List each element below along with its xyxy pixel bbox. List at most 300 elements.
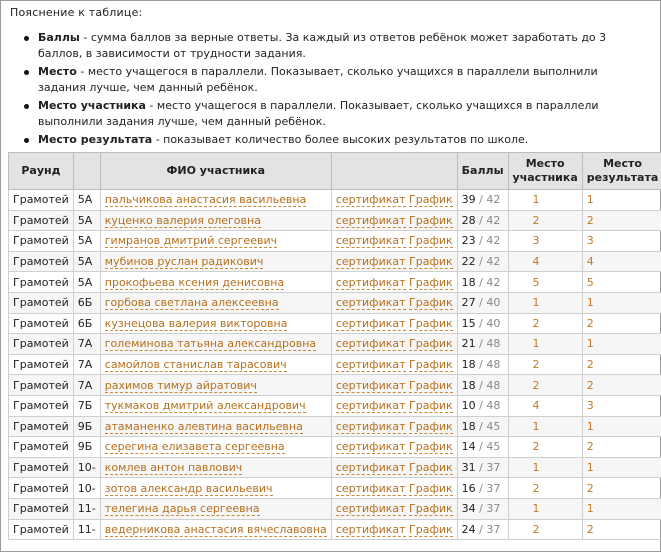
participant-name-link[interactable]: кузнецова валерия викторовна — [104, 316, 288, 330]
place-participant-value: 2 — [532, 481, 540, 495]
legend-text: - место учащегося в параллели. Показывает, сколько учащихся в параллели выполнили задания лучше, чем данный ребёнок. — [38, 99, 599, 128]
cell-class — [73, 231, 100, 252]
col-header-place-participant[interactable]: Место участника — [508, 153, 582, 190]
place-result-value: 1 — [586, 461, 594, 475]
certificate-link[interactable]: сертификат — [335, 358, 406, 372]
cell-place-participant — [508, 210, 582, 231]
cell-place-result — [582, 272, 661, 293]
score-max: / 40 — [479, 316, 501, 330]
score-max: / 48 — [479, 337, 501, 351]
class-text: 5А — [77, 193, 93, 207]
cell-place-result — [582, 478, 661, 499]
cell-place-participant — [508, 457, 582, 478]
score-value: 23 — [461, 234, 476, 248]
score-max: / 42 — [479, 193, 501, 207]
legend-text: - сумма баллов за верные ответы. За каждый из ответов ребёнок может заработать до 3 баллов, в зависимости от трудности задания. — [38, 31, 607, 60]
participant-name-link[interactable]: рахимов тимур айратович — [104, 378, 257, 392]
place-participant-value: 3 — [532, 234, 540, 248]
table-row — [9, 519, 661, 540]
round-text: Грамотей — [13, 213, 69, 227]
cell-score — [457, 292, 508, 313]
certificate-link[interactable]: сертификат — [335, 481, 406, 495]
cell-links — [331, 416, 457, 437]
legend-text: - место учащегося в параллели. Показывает, сколько учащихся в параллели выполнили задания лучше, чем данный ребёнок. — [38, 65, 598, 94]
cell-round — [9, 416, 74, 437]
col-header-name[interactable]: ФИО участника — [100, 153, 331, 190]
score-max: / 48 — [479, 378, 501, 392]
class-text: 6Б — [77, 316, 93, 330]
score-value: 16 — [461, 481, 476, 495]
cell-place-participant — [508, 375, 582, 396]
place-participant-value: 1 — [532, 193, 540, 207]
cell-round — [9, 498, 74, 519]
table-body — [9, 190, 661, 540]
graph-link[interactable]: График — [409, 440, 453, 454]
certificate-link[interactable]: сертификат — [335, 234, 406, 248]
cell-place-result — [582, 190, 661, 211]
cell-score — [457, 416, 508, 437]
score-max: / 40 — [479, 296, 501, 310]
cell-round — [9, 334, 74, 355]
cell-place-participant — [508, 313, 582, 334]
cell-place-participant — [508, 231, 582, 252]
cell-place-result — [582, 354, 661, 375]
cell-links — [331, 395, 457, 416]
cell-place-participant — [508, 519, 582, 540]
class-text: 5А — [77, 234, 93, 248]
cell-place-result — [582, 457, 661, 478]
score-max: / 37 — [479, 461, 501, 475]
class-text: 9Б — [77, 419, 93, 433]
cell-place-result — [582, 416, 661, 437]
score-max: / 42 — [479, 234, 501, 248]
cell-links — [331, 210, 457, 231]
cell-place-result — [582, 395, 661, 416]
score-value: 18 — [461, 358, 476, 372]
certificate-link[interactable]: сертификат — [335, 399, 406, 413]
place-result-value: 2 — [586, 213, 594, 227]
cell-class — [73, 498, 100, 519]
cell-score — [457, 437, 508, 458]
participant-name-link[interactable]: куценко валерия олеговна — [104, 213, 261, 227]
cell-score — [457, 210, 508, 231]
score-max: / 37 — [479, 481, 501, 495]
cell-name — [100, 190, 331, 211]
round-text: Грамотей — [13, 419, 69, 433]
graph-link[interactable]: График — [409, 419, 453, 433]
participant-name-link[interactable]: ведерникова анастасия вячеславовна — [104, 522, 327, 536]
participant-name-link[interactable]: гимранов дмитрий сергеевич — [104, 234, 278, 248]
score-value: 18 — [461, 378, 476, 392]
round-text: Грамотей — [13, 440, 69, 454]
participant-name-link[interactable]: атаманенко алевтина васильевна — [104, 419, 303, 433]
score-value: 21 — [461, 337, 476, 351]
cell-place-participant — [508, 292, 582, 313]
place-result-value: 1 — [586, 296, 594, 310]
score-max: / 45 — [479, 419, 501, 433]
cell-links — [331, 498, 457, 519]
cell-class — [73, 334, 100, 355]
col-header-links — [331, 153, 457, 190]
cell-score — [457, 334, 508, 355]
cell-place-result — [582, 292, 661, 313]
cell-class — [73, 519, 100, 540]
cell-class — [73, 395, 100, 416]
certificate-link[interactable]: сертификат — [335, 337, 406, 351]
place-result-value: 1 — [586, 502, 594, 516]
place-participant-value: 1 — [532, 419, 540, 433]
cell-score — [457, 272, 508, 293]
round-text: Грамотей — [13, 296, 69, 310]
participant-name-link[interactable]: комлев антон павлович — [104, 461, 243, 475]
class-text: 5А — [77, 275, 93, 289]
participant-name-link[interactable]: горбова светлана алексеевна — [104, 296, 279, 310]
cell-links — [331, 251, 457, 272]
round-text: Грамотей — [13, 255, 69, 269]
score-value: 34 — [461, 502, 476, 516]
participant-name-link[interactable]: зотов александр васильевич — [104, 481, 273, 495]
cell-name — [100, 478, 331, 499]
col-header-class — [73, 153, 100, 190]
cell-round — [9, 478, 74, 499]
cell-round — [9, 519, 74, 540]
cell-place-participant — [508, 354, 582, 375]
legend-term: Место — [38, 65, 77, 78]
class-text: 9Б — [77, 440, 93, 454]
place-result-value: 2 — [586, 358, 594, 372]
score-max: / 45 — [479, 440, 501, 454]
cell-name — [100, 354, 331, 375]
legend-item — [24, 64, 644, 96]
place-participant-value: 2 — [532, 358, 540, 372]
cell-place-result — [582, 313, 661, 334]
table-row — [9, 498, 661, 519]
cell-score — [457, 251, 508, 272]
cell-name — [100, 519, 331, 540]
table-row — [9, 478, 661, 499]
round-text: Грамотей — [13, 502, 69, 516]
certificate-link[interactable]: сертификат — [335, 316, 406, 330]
cell-place-result — [582, 437, 661, 458]
certificate-link[interactable]: сертификат — [335, 296, 406, 310]
score-value: 39 — [461, 193, 476, 207]
cell-links — [331, 457, 457, 478]
cell-round — [9, 231, 74, 252]
place-result-value: 4 — [586, 255, 594, 269]
cell-class — [73, 272, 100, 293]
cell-name — [100, 416, 331, 437]
cell-name — [100, 395, 331, 416]
table-row — [9, 354, 661, 375]
score-max: / 48 — [479, 399, 501, 413]
cell-name — [100, 272, 331, 293]
legend-item — [24, 132, 644, 148]
place-participant-value: 4 — [532, 255, 540, 269]
table-row — [9, 190, 661, 211]
class-text: 6Б — [77, 296, 93, 310]
score-value: 24 — [461, 522, 476, 536]
score-value: 31 — [461, 461, 476, 475]
graph-link[interactable]: График — [409, 213, 453, 227]
score-value: 18 — [461, 419, 476, 433]
cell-links — [331, 272, 457, 293]
place-result-value: 2 — [586, 378, 594, 392]
cell-name — [100, 457, 331, 478]
certificate-link[interactable]: сертификат — [335, 193, 406, 207]
class-text: 7А — [77, 358, 93, 372]
place-result-value: 2 — [586, 440, 594, 454]
table-header-row — [9, 153, 661, 190]
table-row — [9, 251, 661, 272]
table-row — [9, 334, 661, 355]
certificate-link[interactable]: сертификат — [335, 502, 406, 516]
place-result-value: 5 — [586, 275, 594, 289]
participant-name-link[interactable]: големинова татьяна александровна — [104, 337, 317, 351]
place-participant-value: 2 — [532, 316, 540, 330]
cell-class — [73, 313, 100, 334]
score-value: 15 — [461, 316, 476, 330]
table-row — [9, 272, 661, 293]
graph-link[interactable]: График — [409, 337, 453, 351]
place-participant-value: 2 — [532, 440, 540, 454]
certificate-link[interactable]: сертификат — [335, 461, 406, 475]
cell-place-result — [582, 210, 661, 231]
cell-round — [9, 375, 74, 396]
cell-round — [9, 272, 74, 293]
legend-heading: Пояснение к таблице: — [10, 6, 143, 19]
cell-name — [100, 375, 331, 396]
cell-round — [9, 437, 74, 458]
cell-score — [457, 313, 508, 334]
graph-link[interactable]: График — [409, 461, 453, 475]
cell-links — [331, 519, 457, 540]
cell-class — [73, 437, 100, 458]
participant-name-link[interactable]: мубинов руслан радикович — [104, 255, 264, 269]
participant-name-link[interactable]: телегина дарья сергеевна — [104, 502, 260, 516]
cell-name — [100, 231, 331, 252]
graph-link[interactable]: График — [409, 378, 453, 392]
cell-name — [100, 292, 331, 313]
cell-class — [73, 478, 100, 499]
cell-place-participant — [508, 190, 582, 211]
place-participant-value: 1 — [532, 502, 540, 516]
cell-place-participant — [508, 498, 582, 519]
cell-links — [331, 478, 457, 499]
score-max: / 42 — [479, 275, 501, 289]
place-result-value: 1 — [586, 337, 594, 351]
cell-score — [457, 457, 508, 478]
certificate-link[interactable]: сертификат — [335, 255, 406, 269]
cell-links — [331, 375, 457, 396]
cell-round — [9, 210, 74, 231]
certificate-link[interactable]: сертификат — [335, 213, 406, 227]
cell-links — [331, 292, 457, 313]
legend-term: Место участника — [38, 99, 146, 112]
legend-text: - показывает количество более высоких результатов по школе. — [152, 133, 529, 146]
cell-links — [331, 313, 457, 334]
participant-name-link[interactable]: тукмаков дмитрий александрович — [104, 399, 306, 413]
score-value: 18 — [461, 275, 476, 289]
cell-place-participant — [508, 478, 582, 499]
score-max: / 48 — [479, 358, 501, 372]
table-row — [9, 437, 661, 458]
score-max: / 37 — [479, 522, 501, 536]
col-header-round[interactable]: Раунд — [9, 153, 74, 190]
certificate-link[interactable]: сертификат — [335, 378, 406, 392]
cell-score — [457, 354, 508, 375]
col-header-place-result[interactable]: Место результата — [582, 153, 661, 190]
cell-class — [73, 375, 100, 396]
place-participant-value: 2 — [532, 522, 540, 536]
cell-score — [457, 375, 508, 396]
cell-round — [9, 354, 74, 375]
cell-links — [331, 231, 457, 252]
place-participant-value: 2 — [532, 213, 540, 227]
round-text: Грамотей — [13, 275, 69, 289]
score-max: / 42 — [479, 213, 501, 227]
cell-round — [9, 313, 74, 334]
cell-class — [73, 251, 100, 272]
place-participant-value: 1 — [532, 296, 540, 310]
score-max: / 37 — [479, 502, 501, 516]
graph-link[interactable]: График — [409, 193, 453, 207]
place-result-value: 2 — [586, 481, 594, 495]
graph-link[interactable]: График — [409, 522, 453, 536]
cell-class — [73, 457, 100, 478]
participant-name-link[interactable]: самойлов станислав тарасович — [104, 358, 287, 372]
cell-score — [457, 231, 508, 252]
cell-round — [9, 395, 74, 416]
cell-place-result — [582, 251, 661, 272]
legend-item — [24, 30, 644, 62]
cell-name — [100, 313, 331, 334]
round-text: Грамотей — [13, 481, 69, 495]
results-table — [8, 152, 661, 540]
round-text: Грамотей — [13, 358, 69, 372]
table-row — [9, 210, 661, 231]
graph-link[interactable]: График — [409, 296, 453, 310]
cell-place-result — [582, 334, 661, 355]
score-value: 22 — [461, 255, 476, 269]
class-text: 11- — [77, 522, 96, 536]
col-header-score[interactable]: Баллы — [457, 153, 508, 190]
cell-class — [73, 416, 100, 437]
round-text: Грамотей — [13, 461, 69, 475]
cell-round — [9, 190, 74, 211]
cell-place-result — [582, 375, 661, 396]
cell-class — [73, 292, 100, 313]
cell-score — [457, 478, 508, 499]
class-text: 7А — [77, 378, 93, 392]
graph-link[interactable]: График — [409, 275, 453, 289]
table-row — [9, 375, 661, 396]
cell-round — [9, 251, 74, 272]
place-participant-value: 1 — [532, 461, 540, 475]
table-row — [9, 395, 661, 416]
round-text: Грамотей — [13, 193, 69, 207]
class-text: 10- — [77, 481, 96, 495]
certificate-link[interactable]: сертификат — [335, 419, 406, 433]
graph-link[interactable]: График — [409, 481, 453, 495]
place-result-value: 1 — [586, 193, 594, 207]
legend-term: Баллы — [38, 31, 80, 44]
cell-place-participant — [508, 416, 582, 437]
cell-class — [73, 190, 100, 211]
cell-place-participant — [508, 437, 582, 458]
table-row — [9, 457, 661, 478]
class-text: 10- — [77, 461, 96, 475]
certificate-link[interactable]: сертификат — [335, 275, 406, 289]
graph-link[interactable]: График — [409, 234, 453, 248]
place-result-value: 2 — [586, 522, 594, 536]
place-result-value: 3 — [586, 234, 594, 248]
cell-name — [100, 251, 331, 272]
graph-link[interactable]: График — [409, 316, 453, 330]
round-text: Грамотей — [13, 337, 69, 351]
score-value: 14 — [461, 440, 476, 454]
certificate-link[interactable]: сертификат — [335, 522, 406, 536]
class-text: 5А — [77, 255, 93, 269]
score-value: 28 — [461, 213, 476, 227]
cell-name — [100, 334, 331, 355]
graph-link[interactable]: График — [409, 358, 453, 372]
class-text: 7А — [77, 337, 93, 351]
cell-score — [457, 519, 508, 540]
cell-links — [331, 354, 457, 375]
cell-place-participant — [508, 272, 582, 293]
cell-place-result — [582, 231, 661, 252]
round-text: Грамотей — [13, 316, 69, 330]
graph-link[interactable]: График — [409, 255, 453, 269]
graph-link[interactable]: График — [409, 502, 453, 516]
cell-place-result — [582, 498, 661, 519]
cell-links — [331, 437, 457, 458]
cell-name — [100, 210, 331, 231]
legend-item — [24, 98, 644, 130]
cell-class — [73, 354, 100, 375]
round-text: Грамотей — [13, 399, 69, 413]
round-text: Грамотей — [13, 234, 69, 248]
certificate-link[interactable]: сертификат — [335, 440, 406, 454]
round-text: Грамотей — [13, 522, 69, 536]
place-participant-value: 4 — [532, 399, 540, 413]
score-max: / 42 — [479, 255, 501, 269]
cell-class — [73, 210, 100, 231]
participant-name-link[interactable]: прокофьева ксения денисовна — [104, 275, 285, 289]
score-value: 27 — [461, 296, 476, 310]
place-participant-value: 2 — [532, 378, 540, 392]
participant-name-link[interactable]: пальчикова анастасия васильевна — [104, 193, 307, 207]
place-result-value: 3 — [586, 399, 594, 413]
place-result-value: 2 — [586, 316, 594, 330]
legend-list — [24, 30, 644, 150]
graph-link[interactable]: График — [409, 399, 453, 413]
cell-round — [9, 457, 74, 478]
cell-score — [457, 190, 508, 211]
participant-name-link[interactable]: серегина елизавета сергеевна — [104, 440, 285, 454]
score-value: 10 — [461, 399, 476, 413]
place-participant-value: 5 — [532, 275, 540, 289]
table-row — [9, 313, 661, 334]
class-text: 7Б — [77, 399, 93, 413]
cell-links — [331, 190, 457, 211]
cell-score — [457, 395, 508, 416]
table-row — [9, 231, 661, 252]
class-text: 11- — [77, 502, 96, 516]
class-text: 5А — [77, 213, 93, 227]
cell-place-participant — [508, 251, 582, 272]
bullet-icon — [24, 104, 29, 109]
